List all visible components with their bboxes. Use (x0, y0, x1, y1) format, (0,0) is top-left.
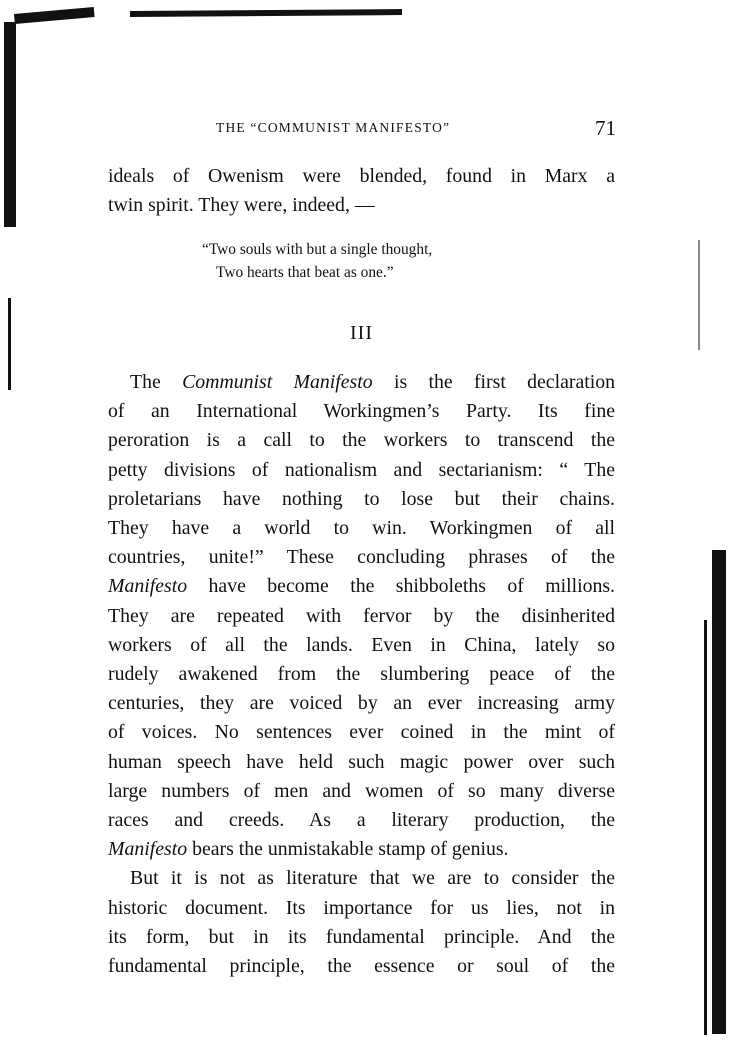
scan-speck (4, 124, 6, 132)
text-line: countries, unite!” These concluding phrases of the (108, 546, 615, 569)
text-line: of an International Workingmen’s Party. Its fine (108, 400, 615, 423)
text-line: large numbers of men and women of so many diverse (108, 779, 615, 802)
text-line: But it is not as literature that we are to consider the (130, 867, 615, 890)
text-line: rudely awakened from the slumbering peace of the (108, 663, 615, 686)
text-line: of voices. No sentences ever coined in the mint of (108, 721, 615, 744)
text-line (108, 368, 615, 397)
italic-title: Manifesto (108, 575, 188, 598)
paragraph (108, 368, 615, 864)
scan-edge-right-faint (698, 240, 700, 350)
running-title: THE “COMMUNIST MANIFESTO” (216, 120, 451, 135)
text-line: peroration is a call to the workers to transcend the (108, 429, 615, 452)
italic-title: Manifesto (108, 838, 188, 861)
italic-title: Communist Manifesto (182, 371, 373, 393)
verse-line: Two hearts that beat as one.” (216, 264, 394, 281)
text-line: its form, but in its fundamental principle. And the (108, 925, 615, 948)
text-line: They have a world to win. Workingmen of all (108, 517, 615, 540)
text-line: ideals of Owenism were blended, found in Marx a (108, 165, 615, 187)
text-span: is the first declaration (372, 371, 616, 393)
text-span: bears the unmistakable stamp of genius. (187, 838, 509, 861)
scan-edge-right (712, 550, 726, 1034)
text-line: fundamental principle, the essence or soul of the (108, 955, 615, 978)
scan-edge-left-lower (8, 298, 11, 390)
text-line: human speech have held such magic power over such (108, 750, 615, 773)
text-line: They are repeated with fervor by the disinherited (108, 604, 615, 627)
verse-quote (202, 238, 432, 284)
text-line: workers of all the lands. Even in China, lately so (108, 633, 615, 656)
page-number: 71 (595, 116, 616, 140)
section-heading: III (350, 322, 373, 344)
text-span: have become the shibboleths of millions. (187, 575, 615, 598)
scan-edge-top (130, 9, 402, 17)
scan-edge-right-inner (704, 620, 707, 1035)
text-line (108, 835, 615, 864)
text-line: centuries, they are voiced by an ever increasing army (108, 692, 615, 715)
text-line: petty divisions of nationalism and sectarianism: “ The (108, 458, 615, 481)
opening-text (108, 162, 615, 220)
paragraph (108, 864, 615, 981)
text-span: The (130, 371, 183, 393)
verse-line: “Two souls with but a single thought, (202, 241, 433, 258)
text-line: twin spirit. They were, indeed, — (108, 194, 375, 217)
scan-edge-left-corner (14, 7, 95, 24)
body-text (108, 368, 615, 981)
text-line: historic document. Its importance for us lies, not in (108, 896, 615, 919)
text-line: proletarians have nothing to lose but their chains. (108, 487, 615, 510)
text-line (108, 572, 615, 601)
text-line: races and creeds. As a literary production, the (108, 809, 615, 832)
